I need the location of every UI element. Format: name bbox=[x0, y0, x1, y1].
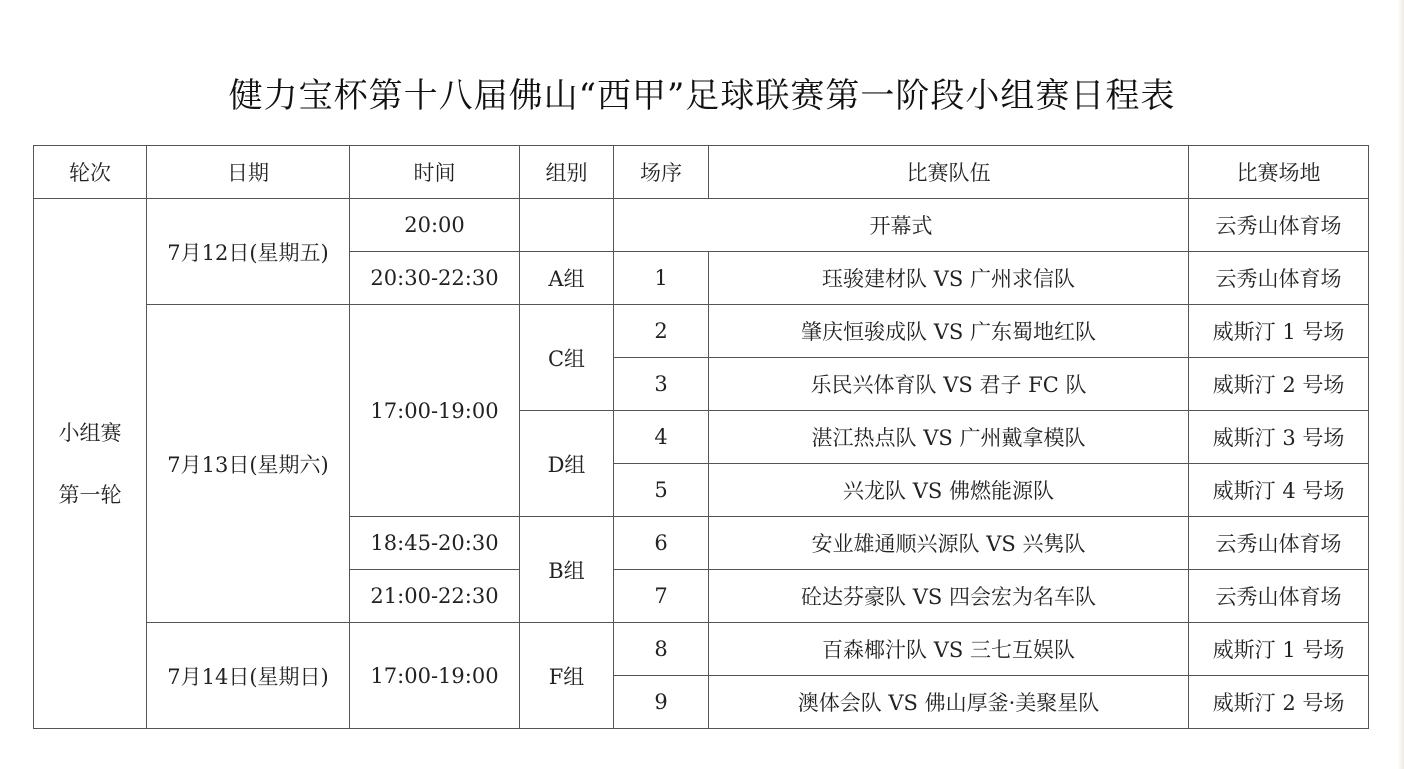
teams-cell: 砼达芬豪队 VS 四会宏为名车队 bbox=[709, 570, 1189, 623]
match-no-cell: 9 bbox=[614, 676, 709, 729]
header-date: 日期 bbox=[147, 146, 350, 199]
group-cell: D组 bbox=[520, 411, 614, 517]
group-cell-empty bbox=[520, 199, 614, 252]
group-cell: A组 bbox=[520, 252, 614, 305]
time-cell: 17:00-19:00 bbox=[350, 305, 520, 517]
header-venue: 比赛场地 bbox=[1189, 146, 1369, 199]
page-title: 健力宝杯第十八届佛山“西甲”足球联赛第一阶段小组赛日程表 bbox=[228, 76, 1176, 116]
date-cell: 7月13日(星期六) bbox=[147, 305, 350, 623]
venue-cell: 威斯汀 2 号场 bbox=[1189, 676, 1369, 729]
header-time: 时间 bbox=[350, 146, 520, 199]
time-cell: 20:30-22:30 bbox=[350, 252, 520, 305]
date-cell: 7月12日(星期五) bbox=[147, 199, 350, 305]
teams-cell: 兴龙队 VS 佛燃能源队 bbox=[709, 464, 1189, 517]
time-cell: 20:00 bbox=[350, 199, 520, 252]
round-line-1: 小组赛 bbox=[58, 420, 122, 445]
teams-cell: 湛江热点队 VS 广州戴拿模队 bbox=[709, 411, 1189, 464]
match-no-cell: 6 bbox=[614, 517, 709, 570]
round-cell bbox=[34, 199, 147, 729]
date-cell: 7月14日(星期日) bbox=[147, 623, 350, 729]
time-cell: 18:45-20:30 bbox=[350, 517, 520, 570]
opening-ceremony-cell: 开幕式 bbox=[614, 199, 1189, 252]
match-no-cell: 1 bbox=[614, 252, 709, 305]
match-no-cell: 4 bbox=[614, 411, 709, 464]
teams-cell: 百森椰汁队 VS 三七互娱队 bbox=[709, 623, 1189, 676]
teams-cell: 珏骏建材队 VS 广州求信队 bbox=[709, 252, 1189, 305]
match-no-cell: 7 bbox=[614, 570, 709, 623]
teams-cell: 澳体会队 VS 佛山厚釜·美聚星队 bbox=[709, 676, 1189, 729]
time-cell: 21:00-22:30 bbox=[350, 570, 520, 623]
venue-cell: 威斯汀 1 号场 bbox=[1189, 623, 1369, 676]
teams-cell: 安业雄通顺兴源队 VS 兴隽队 bbox=[709, 517, 1189, 570]
group-cell: B组 bbox=[520, 517, 614, 623]
match-no-cell: 5 bbox=[614, 464, 709, 517]
round-line-2: 第一轮 bbox=[58, 482, 122, 507]
match-no-cell: 8 bbox=[614, 623, 709, 676]
match-no-cell: 3 bbox=[614, 358, 709, 411]
venue-cell: 威斯汀 4 号场 bbox=[1189, 464, 1369, 517]
header-teams: 比赛队伍 bbox=[709, 146, 1189, 199]
header-round: 轮次 bbox=[34, 146, 147, 199]
header-match-no: 场序 bbox=[614, 146, 709, 199]
venue-cell: 威斯汀 2 号场 bbox=[1189, 358, 1369, 411]
group-cell: F组 bbox=[520, 623, 614, 729]
teams-cell: 乐民兴体育队 VS 君子 FC 队 bbox=[709, 358, 1189, 411]
group-cell: C组 bbox=[520, 305, 614, 411]
venue-cell: 云秀山体育场 bbox=[1189, 517, 1369, 570]
venue-cell: 威斯汀 1 号场 bbox=[1189, 305, 1369, 358]
venue-cell: 云秀山体育场 bbox=[1189, 199, 1369, 252]
time-cell: 17:00-19:00 bbox=[350, 623, 520, 729]
venue-cell: 云秀山体育场 bbox=[1189, 252, 1369, 305]
table-row bbox=[34, 305, 1369, 358]
table-row bbox=[34, 199, 1369, 252]
header-group: 组别 bbox=[520, 146, 614, 199]
teams-cell: 肇庆恒骏成队 VS 广东蜀地红队 bbox=[709, 305, 1189, 358]
match-no-cell: 2 bbox=[614, 305, 709, 358]
header-row bbox=[34, 146, 1369, 199]
venue-cell: 云秀山体育场 bbox=[1189, 570, 1369, 623]
venue-cell: 威斯汀 3 号场 bbox=[1189, 411, 1369, 464]
schedule-table bbox=[33, 145, 1369, 729]
table-row bbox=[34, 623, 1369, 676]
